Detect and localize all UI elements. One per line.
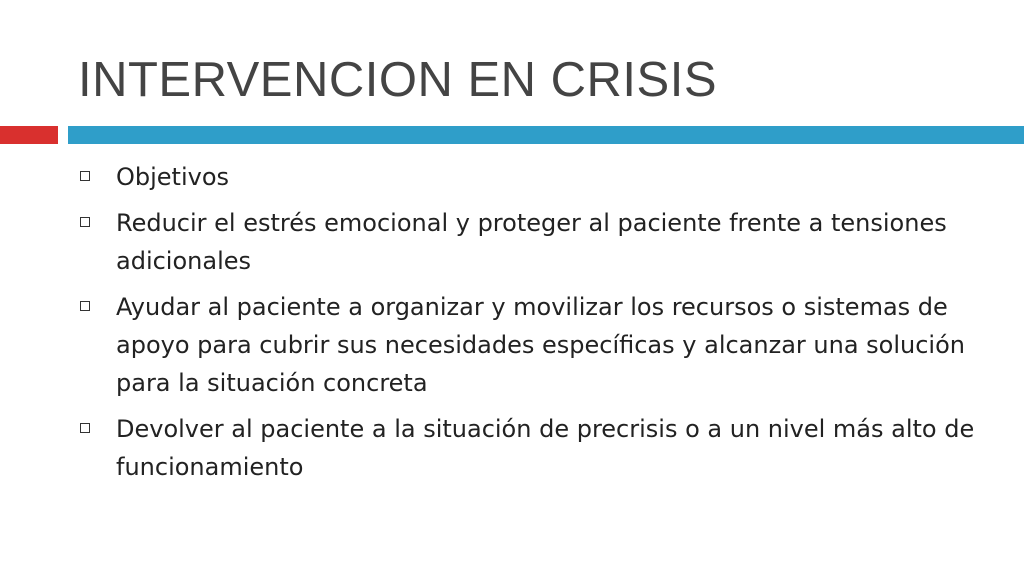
bullet-list — [80, 158, 980, 494]
hollow-square-icon — [80, 217, 90, 227]
bullet-text: Reducir el estrés emocional y proteger al paciente frente a tensiones adicionales — [116, 209, 947, 275]
hollow-square-icon — [80, 171, 90, 181]
bullet-text: Devolver al paciente a la situación de precrisis o a un nivel más alto de funcionamiento — [116, 415, 975, 481]
bullet-item — [80, 158, 980, 196]
bullet-text: Objetivos — [116, 163, 230, 191]
hollow-square-icon — [80, 423, 90, 433]
accent-bar-red — [0, 126, 58, 144]
bullet-item — [80, 410, 980, 486]
bullet-item — [80, 288, 980, 402]
accent-bar-blue — [68, 126, 1024, 144]
bullet-text: Ayudar al paciente a organizar y movilizar los recursos o sistemas de apoyo para cubrir sus necesidades específicas y alcanzar una solución para la situación concreta — [116, 293, 965, 397]
bullet-item — [80, 204, 980, 280]
hollow-square-icon — [80, 301, 90, 311]
slide-title: INTERVENCION EN CRISIS — [78, 53, 718, 107]
